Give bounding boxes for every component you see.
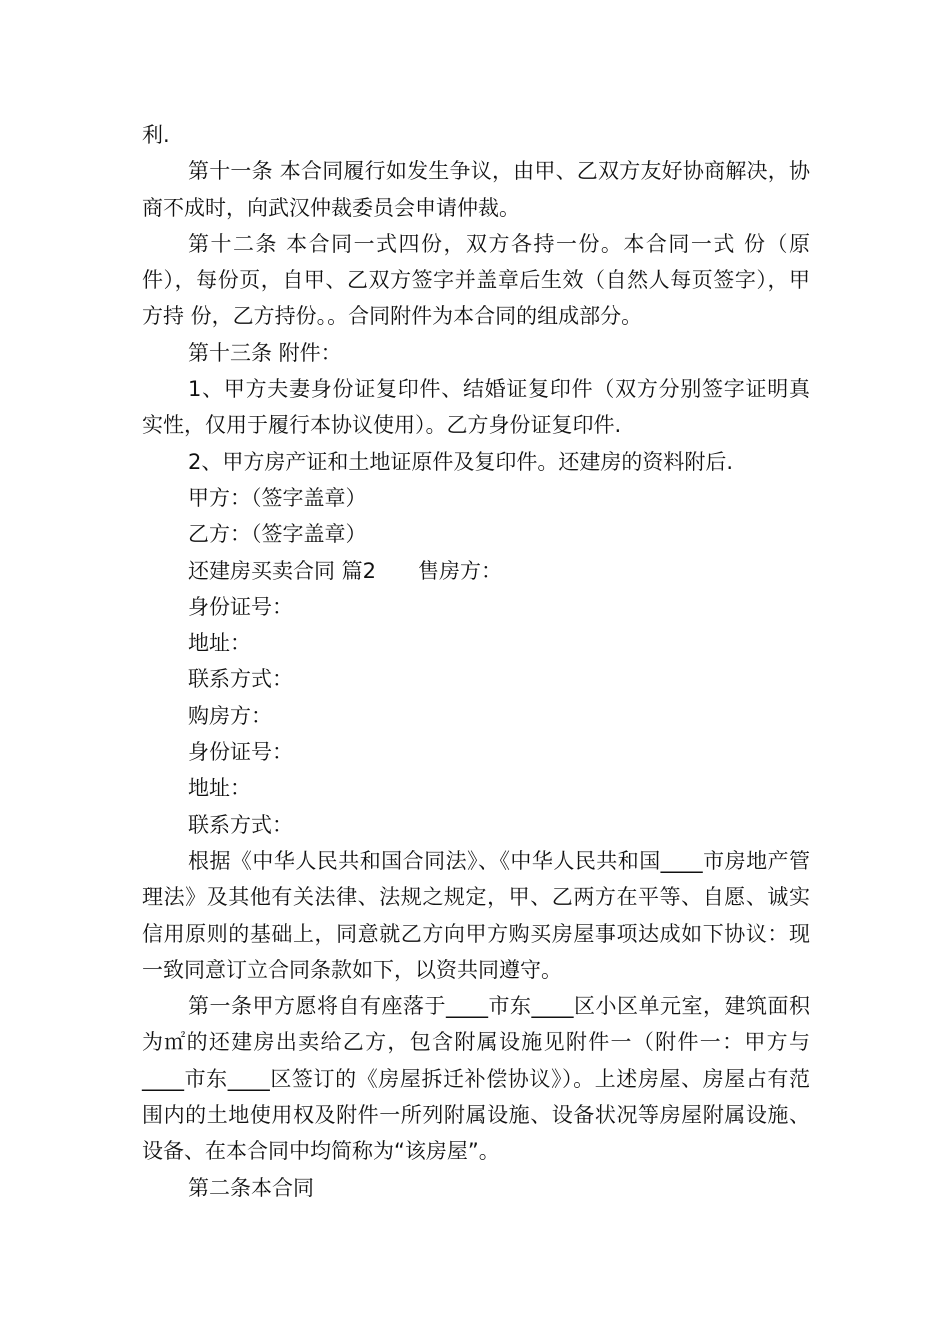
paragraph-article-1: 第一条甲方愿将自有座落于____市东____区小区单元室，建筑面积为㎡的还建房出卖给乙方，包含附属设施见附件一（附件一：甲方与____市东____区签订的《房屋拆迁补偿协议》）。上述房屋、房屋占有范围内的土地使用权及附件一所列附属设施、设备状况等房屋附属设施、设备、在本合同中均简称为“该房屋”。 (142, 994, 810, 1164)
paragraph-article-13: 第十三条 附件： (188, 340, 342, 365)
seller-id-number: 身份证号： (188, 594, 293, 619)
seller-contact: 联系方式： (188, 667, 293, 692)
buyer-contact: 联系方式： (188, 812, 293, 837)
paragraph-attachment-1: 1、甲方夫妻身份证复印件、结婚证复印件（双方分别签字证明真实性，仅用于履行本协议使用）。乙方身份证复印件. (142, 377, 810, 438)
buyer-id-number: 身份证号： (188, 740, 293, 765)
paragraph-article-2: 第二条本合同 (188, 1175, 314, 1200)
document-body (142, 117, 810, 1206)
paragraph-article-12: 第十二条 本合同一式四份，双方各持一份。本合同一式 份（原件），每份页，自甲、乙双方签字并盖章后生效（自然人每页签字），甲方持 份，乙方持份。。合同附件为本合同的组成部分。 (142, 231, 810, 329)
signature-party-b: 乙方：（签字盖章） (188, 522, 367, 547)
signature-party-a: 甲方：（签字盖章） (188, 485, 367, 510)
buyer-address: 地址： (188, 776, 251, 801)
seller-address: 地址： (188, 631, 251, 656)
contract-2-heading: 还建房买卖合同 篇2 售房方： (188, 558, 503, 583)
paragraph-article-11: 第十一条 本合同履行如发生争议，由甲、乙双方友好协商解决，协商不成时，向武汉仲裁委员会申请仲裁。 (142, 159, 810, 220)
paragraph-attachment-2: 2、甲方房产证和土地证原件及复印件。还建房的资料附后. (188, 449, 734, 474)
paragraph-continuation: 利. (142, 123, 170, 147)
paragraph-preamble: 根据《中华人民共和国合同法》、《中华人民共和国____市房地产管理法》及其他有关法律、法规之规定，甲、乙两方在平等、自愿、诚实信用原则的基础上，同意就乙方向甲方购买房屋事项达成如下协议：现一致同意订立合同条款如下，以资共同遵守。 (142, 848, 810, 982)
buyer-label: 购房方： (188, 703, 272, 728)
